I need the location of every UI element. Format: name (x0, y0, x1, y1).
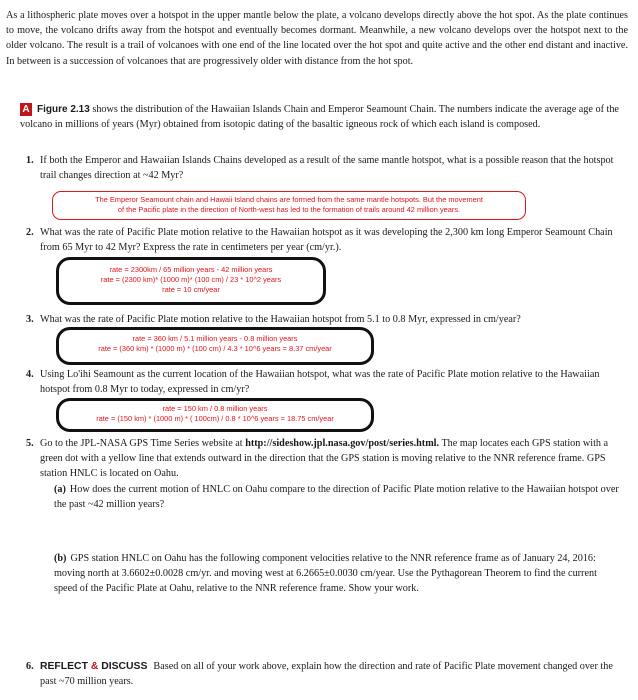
answer-line: of the Pacific plate in the direction of North-west has led to the formation of trails around 42 million years. (117, 205, 461, 215)
answer-box-3[interactable] (56, 327, 374, 365)
question-5a (54, 482, 620, 512)
reflect-label: REFLECT (40, 661, 88, 672)
ampersand: & (90, 661, 99, 672)
question-number: 6. (26, 661, 34, 672)
subquestion-text: How does the current motion of HNLC on Oahu compare to the direction of Pacific Plate motion relative to the Hawaiian hotspot over the past ~42 million years? (54, 484, 619, 511)
answer-box-1[interactable] (52, 191, 526, 220)
answer-box-4[interactable] (56, 398, 374, 432)
answer-line: rate = 360 km / 5.1 million years - 0.8 million years (132, 334, 298, 343)
section-a-badge: A (20, 103, 32, 116)
question-number: 5. (26, 438, 34, 449)
question-5 (26, 436, 620, 482)
gps-website-link[interactable]: http://sideshow.jpl.nasa.gov/post/series.html. (245, 438, 440, 449)
question-text: Based on all of your work above, explain how the direction and rate of Pacific Plate movement changed over the past ~70 million years. (40, 661, 613, 688)
answer-line: rate = (150 km) * (1000 m) * ( 100cm) / 0.8 * 10^6 years = 18.75 cm/year (96, 414, 334, 424)
figure-reference: Figure 2.13 (37, 104, 90, 115)
question-5b (54, 551, 620, 597)
question-1 (26, 153, 620, 183)
question-number: 3. (26, 314, 34, 325)
reflect-discuss-heading (40, 661, 147, 672)
answer-line: rate = (360 km) * (1000 m) * (100 cm) / 4.3 * 10^6 years = 8.37 cm/year (98, 344, 332, 354)
question-4 (26, 367, 620, 397)
answer-line: rate = 150 km / 0.8 million years (162, 404, 268, 413)
answer-line: rate = 10 cm/year (162, 285, 220, 295)
discuss-label: DISCUSS (101, 661, 148, 672)
intro-paragraph: As a lithospheric plate moves over a hotspot in the upper mantle below the plate, a volcano develops directly above the hot spot. As the plate continues to move, the volcano drifts away from the hotspot and eventually becomes dormant. Meanwhile, a new volcano develops over the hotspot next to the older volcano. The result is a trail of volcanoes with one end of the line located over the hot spot and quite active and the other end distant and inactive. In between is a succession of volcanoes that are progressively older with distance from the hot spot. (6, 10, 628, 67)
question-text: What was the rate of Pacific Plate motion relative to the Hawaiian hotspot from 5.1 to 0.8 Myr, expressed in cm/year? (40, 314, 521, 325)
answer-line: rate = (2300 km)* (1000 m)* (100 cm) / 23 * 10^2 years (100, 275, 282, 285)
question-number: 4. (26, 369, 34, 380)
answer-line: rate = 2300km / 65 million years - 42 million years (109, 265, 273, 274)
question-3 (26, 312, 620, 327)
question-text-continued: The map locates each GPS station with a green dot with a yellow line that extends outward in the direction that the GPS station is moving relative to the NNR reference frame. GPS station HNLC is located on Oahu. (40, 438, 609, 480)
section-a-intro (20, 102, 628, 132)
question-2 (26, 225, 620, 255)
question-number: 2. (26, 227, 34, 238)
question-text: What was the rate of Pacific Plate motion relative to the Hawaiian hotspot as it was developing the 2,300 km long Emperor Seamount Chain from 65 Myr to 42 Myr? Express the rate in centimeters per year (cm/yr.). (40, 227, 613, 254)
subquestion-label: (b) (54, 553, 67, 564)
question-text: Go to the JPL-NASA GPS Time Series website at (40, 438, 243, 449)
answer-line: The Emperor Seamount chain and Hawaii Island chains are formed from the same mantle hotspots. But the movement (95, 195, 483, 204)
answer-box-2[interactable] (56, 257, 326, 305)
question-6 (26, 659, 620, 689)
subquestion-text: GPS station HNLC on Oahu has the following component velocities relative to the NNR reference frame as of January 24, 2016: moving north at 3.6602±0.0028 cm/yr. and moving west at 6.2665±0.0030 cm/year. Use the Pythagorean Theorem to find the current speed of the Pacific Plate at Oahu, relative to the NNR reference frame. Show your work. (54, 553, 597, 595)
question-text: Using Lo'ihi Seamount as the current location of the Hawaiian hotspot, what was the rate of Pacific Plate motion relative to the Hawaiian hotspot from 0.8 Myr to today, expressed in cm/yr? (40, 369, 600, 396)
question-text: If both the Emperor and Hawaiian Islands Chains developed as a result of the same mantle hotspot, what is a possible reason that the hotspot trail changes direction at ~42 Myr? (40, 155, 614, 182)
subquestion-label: (a) (54, 484, 66, 495)
section-a-text: shows the distribution of the Hawaiian Islands Chain and Emperor Seamount Chain. The numbers indicate the average age of the volcano in millions of years (Myr) obtained from isotopic dating of the basaltic igneous rock of which each island is composed. (20, 104, 619, 131)
question-number: 1. (26, 155, 34, 166)
